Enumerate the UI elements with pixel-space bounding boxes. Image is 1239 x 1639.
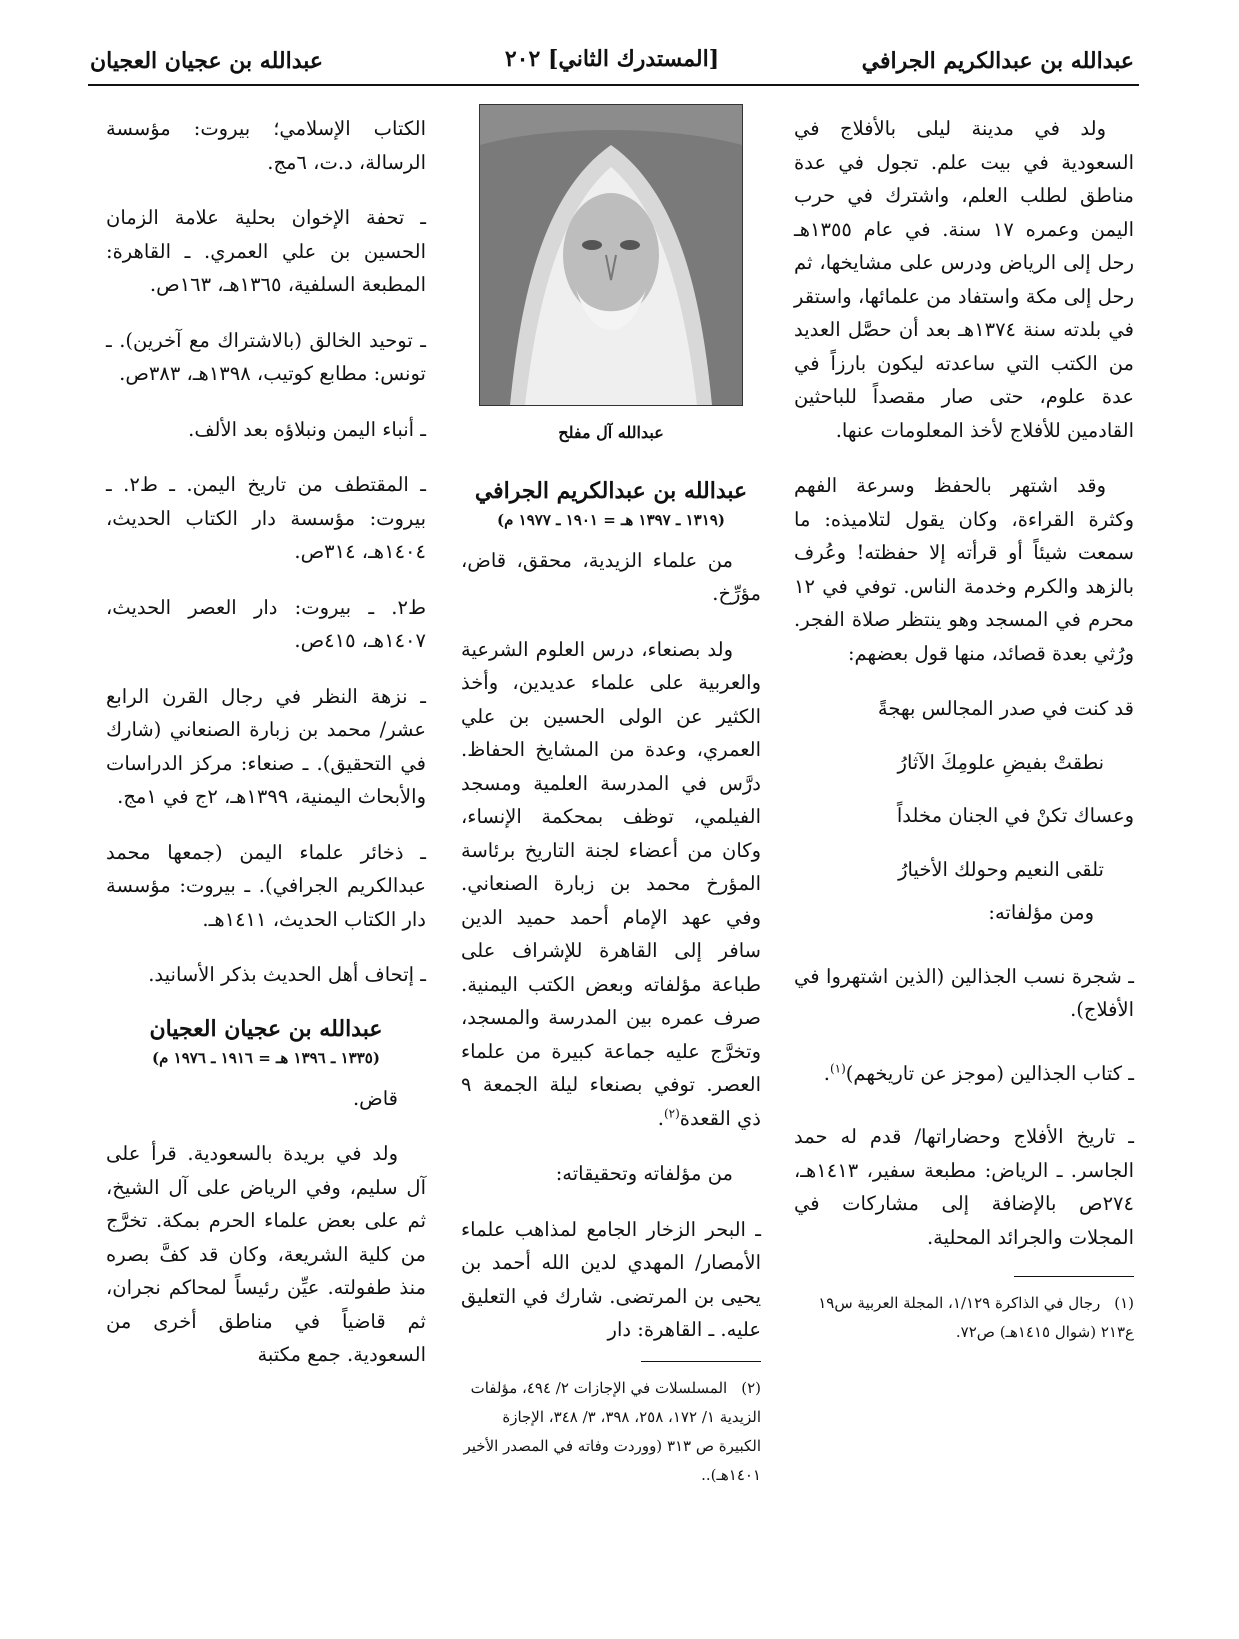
biography-title: عبدالله بن عجيان العجيان — [149, 1015, 383, 1042]
work-item: ـ البحر الزخار الجامع لمذاهب علماء الأمصار/ المهدي لدين الله أحمد بن يحيى بن المرتضى. شارك في التعليق عليه. ـ القاهرة: دار — [461, 1217, 761, 1341]
biography-dates: (١٣١٩ ـ ١٣٩٧ هـ = ١٩٠١ ـ ١٩٧٧ م) — [497, 510, 725, 529]
right-column — [794, 112, 1134, 1369]
work-item: ـ توحيد الخالق (بالاشتراك مع آخرين). ـ تونس: مطابع كوتيب، ١٣٩٨هـ، ٣٨٣ص. — [106, 328, 426, 385]
footnote-rule — [1014, 1276, 1134, 1277]
paragraph-life: ولد في بريدة بالسعودية. قرأ على آل سليم، وفي الرياض على آل الشيخ، ثم على بعض علماء الحرم بمكة. تخرَّج من كلية الشريعة، وكان قد كفَّ بصره منذ طفولته. عيِّن رئيساً لمحاكم نجران، ثم قاضياً في مناطق أخرى من السعودية. جمع مكتبة — [106, 1142, 426, 1366]
work-item: ـ نزهة النظر في رجال القرن الرابع عشر/ محمد بن زبارة الصنعاني (شارك في التحقيق). ـ صنعاء: مركز الدراسات والأبحاث اليمنية، ١٣٩٩هـ، ٢ج في ١مج. — [106, 684, 426, 808]
work-item: ـ المقتطف من تاريخ اليمن. ـ ط٢. ـ بيروت: مؤسسة دار الكتاب الحديث، ١٤٠٤هـ، ٣١٤ص. — [106, 473, 426, 563]
running-head-left-title: عبدالله بن عجيان العجيان — [90, 48, 324, 74]
paragraph-birth: ولد في مدينة ليلى بالأفلاج في السعودية في بيت علم. تجول في عدة مناطق لطلب العلم، واشترك في حرب اليمن وعمره ١٧ سنة. في عام ١٣٥٥هـ رحل إلى الرياض ودرس على مشايخها، ثم رحل إلى مكة واستفاد من علمائها، واستقر في بلدته سنة ١٣٧٤هـ بعد أن حصَّل العديد من الكتب التي ساعدته ليكون بارزاً في عدة علوم، حتى صار مقصداً للباحثين القادمين للأفلاج لأخذ المعلومات عنها. — [794, 117, 1134, 442]
running-head-center: [المستدرك الثاني] ٢٠٢ — [504, 46, 720, 72]
works-label: ومن مؤلفاته: — [988, 901, 1094, 924]
work-item: ـ تحفة الإخوان بحلية علامة الزمان الحسين بن علي العمري. ـ القاهرة: المطبعة السلفية، ١٣٦٥هـ، ١٦٣ص. — [106, 206, 426, 296]
work-text: ـ تاريخ الأفلاج وحضاراتها/ قدم له حمد الجاسر. ـ الرياض: مطبعة سفير، ١٤١٣هـ، ٢٧٤ص بالإضافة إلى مشاركات في المجلات والجرائد المحلية. — [794, 1125, 1134, 1249]
work-item: ـ كتاب الجذالين (موجز عن تاريخهم)$^{(١)}$. — [823, 1061, 1134, 1085]
paragraph-character: وقد اشتهر بالحفظ وسرعة الفهم وكثرة القراءة، وكان يقول لتلاميذه: ما سمعت شيئاً أو قرأته إلا حفظته! وعُرف بالزهد والكرم وخدمة الناس. توفي في ١٢ محرم في المسجد وهو ينتظر صلاة الفجر. ورُثي بعدة قصائد، منها قول بعضهم: — [794, 474, 1134, 665]
portrait-image — [480, 105, 742, 405]
work-item — [794, 1120, 1134, 1254]
paragraph-life — [461, 633, 761, 1136]
poem-verse-4: تلقى النعيم وحولك الأخيارُ — [898, 857, 1104, 881]
paragraph-intro: من علماء الزيدية، محقق، قاض، مؤرِّخ. — [461, 548, 761, 605]
poem-verse-1: قد كنت في صدر المجالس بهجةً — [877, 697, 1134, 720]
footnote-1 — [794, 1289, 1134, 1347]
paragraph-text: ولد بصنعاء، درس العلوم الشرعية والعربية على علماء عديدين، وأخذ الكثير عن الولى الحسين بن علي العمري، وعدة من المشايخ الحفاظ. درَّس في المدرسة العلمية ومسجد الفيلمي، توظف بمحكمة الإنساء، وكان من أعضاء لجنة التاريخ برئاسة المؤرخ محمد بن زبارة الصنعاني. وفي عهد الإمام أحمد حميد الدين سافر إلى القاهرة للإشراف على طباعة مؤلفاته وبعض الكتب اليمنية. صرف عمره بين المدرسة والمسجد، وتخرَّج عليه جماعة كبيرة من علماء العصر. توفي بصنعاء ليلة الجمعة ٩ ذي القعدة — [461, 637, 761, 1130]
left-column — [106, 112, 426, 1394]
footnote-2 — [461, 1374, 761, 1490]
footnote-text: المسلسلات في الإجازات ٢/ ٤٩٤، مؤلفات الزيدية ١/ ١٧٢، ٢٥٨، ٣٩٨، ٣/ ٣٤٨، الإجازة الكبيرة ص ٣١٣ (ووردت وفاته في المصدر الأخير ١٤٠١هـ).. — [463, 1378, 761, 1484]
elegy-poem — [794, 692, 1134, 886]
works-label: من مؤلفاته وتحقيقاته: — [555, 1162, 733, 1185]
footnote-marker: (٢) — [741, 1378, 761, 1397]
work-text: ـ شجرة نسب الجذالين (الذين اشتهروا في الأفلاج). — [794, 964, 1134, 1021]
running-head-right-title: عبدالله بن عبدالكريم الجرافي — [861, 48, 1134, 74]
poem-verse-3: وعساك تكنْ في الجنان مخلداً — [896, 804, 1134, 827]
work-item: ـ ذخائر علماء اليمن (جمعها محمد عبدالكريم الجرافي). ـ بيروت: مؤسسة دار الكتاب الحديث، ١٤١١هـ. — [106, 840, 426, 931]
work-text: ـ كتاب الجذالين (موجز عن تاريخهم) — [845, 1061, 1134, 1085]
header-rule — [88, 84, 1139, 86]
footnote-ref: (٢) — [663, 1106, 680, 1120]
paragraph-end: . — [657, 1106, 664, 1130]
footnote-marker: (١) — [1114, 1294, 1134, 1312]
poem-verse-2: نطقتْ بفيضِ علومِكَ الآثارُ — [897, 750, 1104, 774]
biography-dates: (١٣٣٥ ـ ١٣٩٦ هـ = ١٩١٦ ـ ١٩٧٦ م) — [152, 1048, 380, 1067]
work-item: الكتاب الإسلامي؛ بيروت: مؤسسة الرسالة، د.ت، ٦مج. — [106, 117, 426, 174]
footnote-rule — [641, 1361, 761, 1362]
middle-column — [461, 112, 761, 1512]
paragraph-intro: قاض. — [352, 1086, 398, 1110]
portrait-photo — [479, 104, 743, 406]
running-head — [90, 40, 1134, 82]
work-item: ـ إتحاف أهل الحديث بذكر الأسانيد. — [148, 963, 426, 986]
footnote-text: رجال في الذاكرة ١/١٢٩، المجلة العربية س١٩ ع٢١٣ (شوال ١٤١٥هـ) ص٧٢. — [818, 1294, 1134, 1341]
work-item — [794, 960, 1134, 1027]
work-item: ـ أنباء اليمن ونبلاؤه بعد الألف. — [188, 417, 426, 441]
footnote-ref: (١) — [829, 1061, 846, 1075]
biography-title: عبدالله بن عبدالكريم الجرافي — [474, 477, 748, 504]
photo-caption: عبدالله آل مفلح — [558, 423, 664, 442]
work-item: ط٢. ـ بيروت: دار العصر الحديث، ١٤٠٧هـ، ٤١٥ص. — [106, 595, 426, 652]
